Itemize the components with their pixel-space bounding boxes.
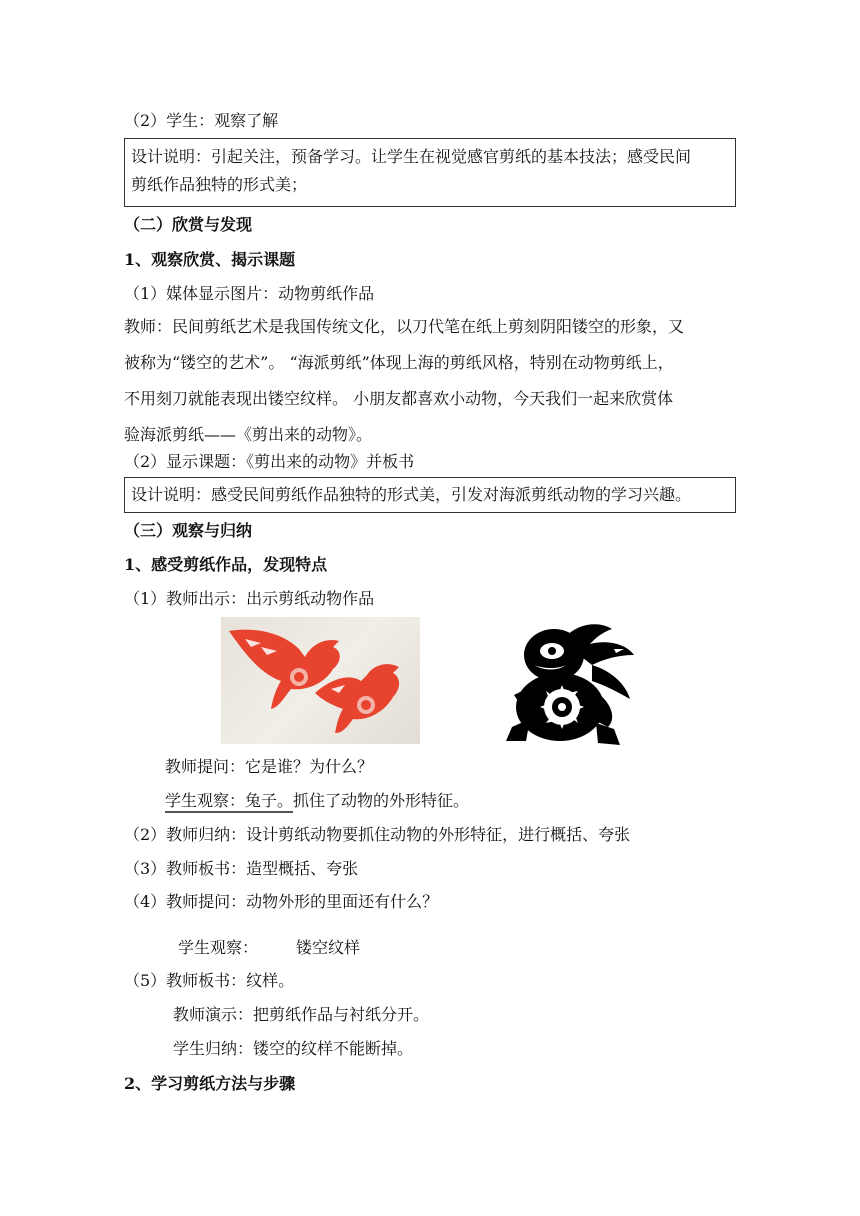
design-note-line: 设计说明：感受民间剪纸作品独特的形式美，引发对海派剪纸动物的学习兴趣。 (131, 485, 692, 504)
subsection-heading: 1、感受剪纸作品，发现特点 (124, 555, 328, 574)
section-heading: （二）欣赏与发现 (124, 215, 253, 234)
design-note-box (124, 138, 736, 207)
section-heading: （三）观察与归纳 (124, 521, 253, 540)
paper-cut-rabbit-image (500, 615, 640, 747)
text-line: （1）媒体显示图片：动物剪纸作品 (124, 284, 375, 303)
text-line: （2）学生：观察了解 (124, 111, 279, 130)
paragraph-line: 不用刻刀就能表现出镂空纹样。 小朋友都喜欢小动物，今天我们一起来欣赏体 (124, 389, 674, 408)
paper-cut-birds-photo (221, 617, 420, 744)
design-note-line: 剪纸作品独特的形式美； (131, 175, 308, 194)
teacher-question: 教师提问：它是谁？为什么？ (165, 757, 374, 776)
paragraph-line: 教师：民间剪纸艺术是我国传统文化，以刀代笔在纸上剪刻阴阳镂空的形象，又 (124, 317, 685, 336)
design-note-line: 设计说明：引起关注，预备学习。让学生在视觉感官剪纸的基本技法；感受民间 (131, 147, 692, 166)
student-observation-2-value: 镂空纹样 (296, 938, 361, 957)
teacher-paragraph (124, 311, 738, 455)
text-line: （3）教师板书：造型概括、夸张 (124, 859, 359, 878)
text-line: （1）教师出示：出示剪纸动物作品 (124, 589, 375, 608)
text-line: （2）教师归纳：设计剪纸动物要抓住动物的外形特征，进行概括、夸张 (124, 825, 631, 844)
text-line: （2）显示课题：《剪出来的动物》并板书 (124, 452, 415, 471)
observation-underlined: 学生观察：兔子。 (165, 791, 293, 813)
observation-rest: 抓住了动物的外形特征。 (293, 791, 470, 810)
subsection-heading: 1、观察欣赏、揭示课题 (124, 250, 296, 269)
text-line: （5）教师板书：纹样。 (124, 971, 295, 990)
design-note-box-2 (124, 477, 736, 513)
subsection-heading: 2、学习剪纸方法与步骤 (124, 1074, 296, 1093)
teacher-demo: 教师演示：把剪纸作品与衬纸分开。 (173, 1005, 430, 1024)
student-observation (165, 791, 469, 811)
student-observation-2-label: 学生观察： (178, 938, 259, 957)
paper-cut-birds-image (221, 617, 420, 744)
paragraph-line: 验海派剪纸——《剪出来的动物》。 (124, 425, 373, 444)
text-line: （4）教师提问：动物外形的里面还有什么？ (124, 892, 439, 911)
paragraph-line: 被称为“镂空的艺术”。 “海派剪纸”体现上海的剪纸风格，特别在动物剪纸上， (124, 353, 674, 372)
rabbit-silhouette (500, 615, 640, 747)
student-summary: 学生归纳：镂空的纹样不能断掉。 (173, 1039, 414, 1058)
